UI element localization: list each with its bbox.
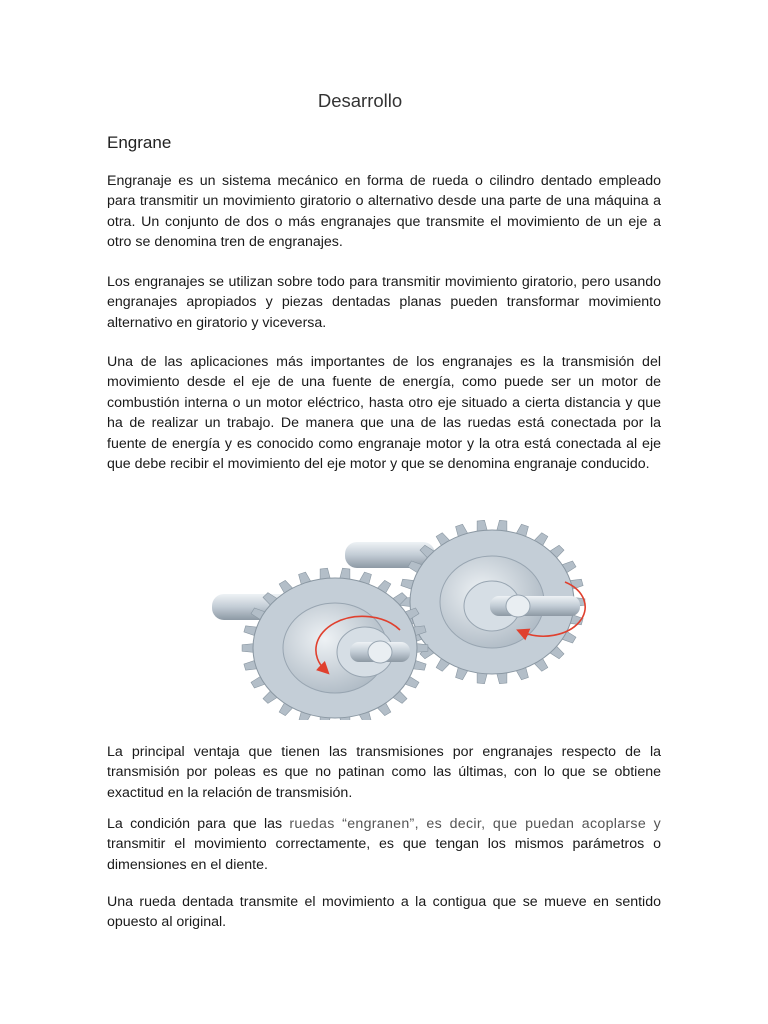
paragraph-applications: Una de las aplicaciones más importantes de los engranajes es la transmisión del movimiento desde el eje de una fuente de energía, como puede ser un motor de combustión interna o un motor eléctrico, hasta otro eje situado a cierta distancia y que ha de realizar un trabajo. De manera que una de las ruedas está conectada por la fuente de energía y es conocido como engranaje motor y la otra está conectada al eje que debe recibir el movimiento del eje motor y que se denomina engranaje conducido.: [107, 354, 661, 473]
driving-gear: [242, 568, 428, 720]
condition-text-end: transmitir el movimiento correctamente, es que tengan los mismos parámetros o dimensiones en el diente.: [107, 836, 661, 873]
gears-illustration: [200, 520, 600, 720]
paragraph-direction: Una rueda dentada transmite el movimiento a la contigua que se mueve en sentido opuesto al original.: [107, 894, 661, 931]
condition-text-highlight: ruedas “engranen”, es decir, que puedan acoplarse y: [289, 816, 662, 832]
paragraph-uses: Los engranajes se utilizan sobre todo para transmitir movimiento giratorio, pero usando engranajes apropiados y piezas dentadas planas pueden transformar movimiento alternativo en giratorio y viceversa.: [107, 274, 661, 331]
section-title: Engrane: [107, 133, 172, 152]
paragraph-condition: [107, 814, 661, 875]
page-title: Desarrollo: [317, 90, 403, 111]
gears-icon: [200, 520, 600, 720]
rear-shaft: [345, 542, 435, 568]
paragraph-advantage: La principal ventaja que tienen las transmisiones por engranajes respecto de la transmisión por poleas es que no patinan como las últimas, con lo que se obtiene exactitud en la relación de transmisión.: [107, 744, 661, 801]
condition-text-start: La condición para que las: [107, 816, 290, 832]
paragraph-definition: Engranaje es un sistema mecánico en forma de rueda o cilindro dentado empleado para transmitir un movimiento giratorio o alternativo desde una parte de una máquina a otra. Un conjunto de dos o más engranajes que transmite el movimiento de un eje a otro se denomina tren de engranajes.: [107, 173, 661, 251]
